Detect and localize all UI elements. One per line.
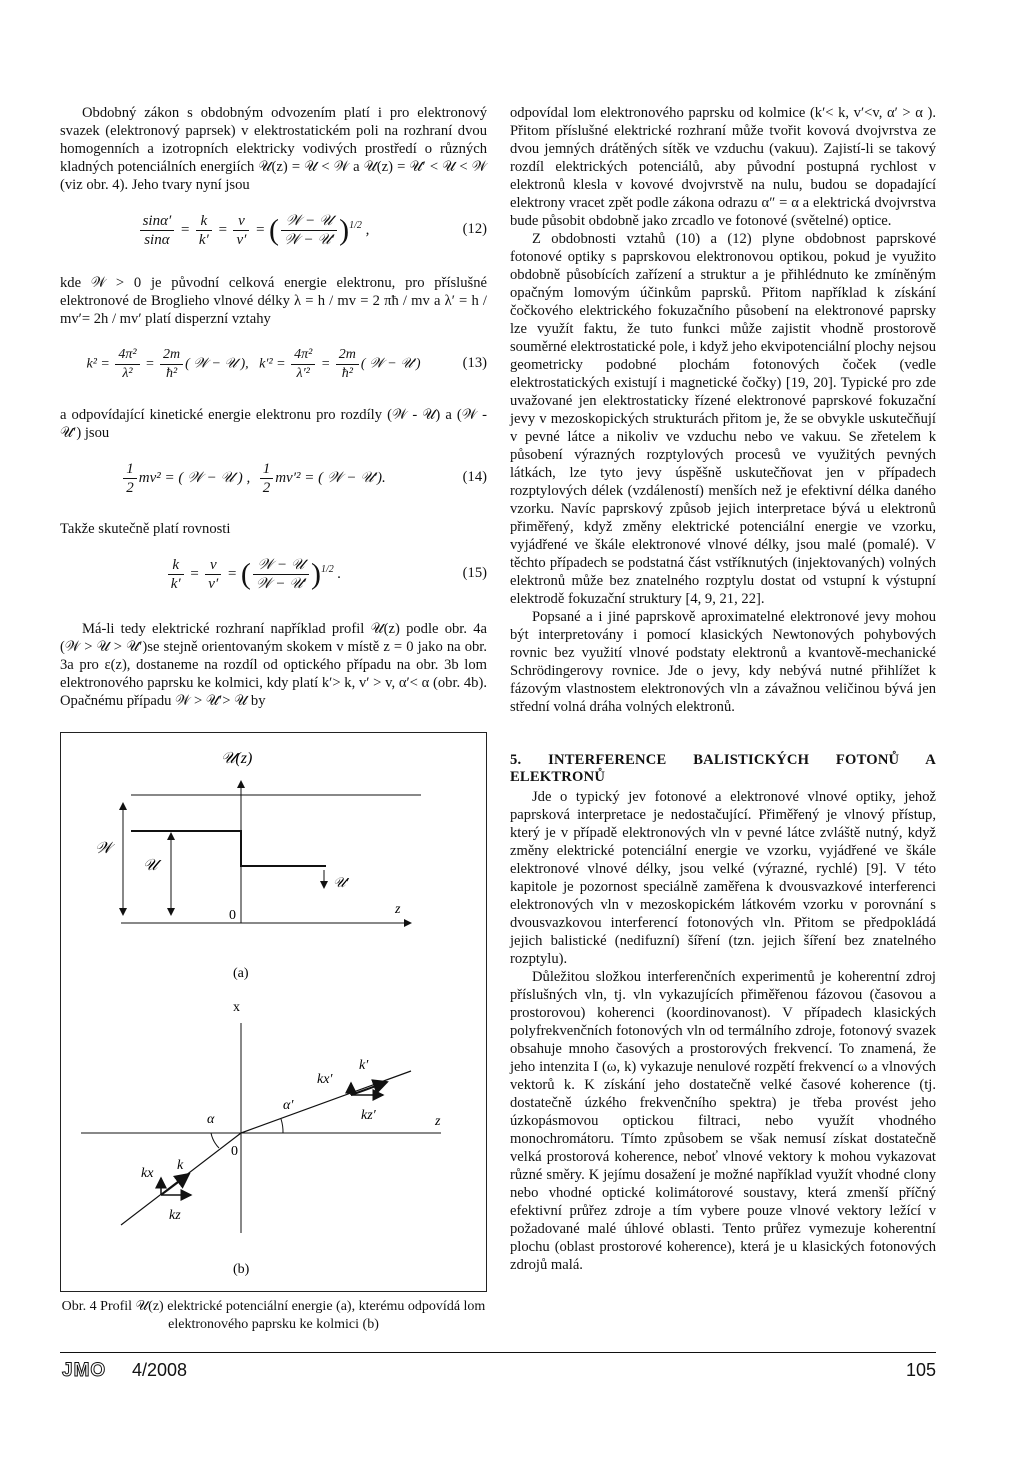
a-label-uprime: 𝒰′ — [333, 876, 349, 891]
paragraph: Důležitou složkou interferenčních experimentů je koherentní zdroj příslušných vln, tj. vln vykazujících přiměřenou fázovou (časovou a prostorovou) koherenci (koordinovanost). V případech klasických polyfrekvenčních fotonových vln od termálního zdroje, fotonový svazek obsahuje mnoho časových a prostorových frekvencí. To znamená, že jeho intenzita I (ω, k) vykazuje nenulové rozpětí frekvencí ω a vlnových vektorů k. K získání jeho dostatečně velké časové koherence (tj. dostatečně úzkého frekvenčního spektra) je třeba provést jeho úzkopásmovou optickou filtraci, nebo využít vhodného monochromátoru. Tímto způsobem se však nemusí získat dostatečně velká prostorová koherence, neboť vlnové vektory k mohou vykazovat různé směry. K jejímu dosažení je možné například využít vhodné clony nebo vhodné optické kolimátorové soustavy, která zmenší příčný efektivní průřez zdroje a tím vybere pouze vlnové vektory ležící v požadované malé úhlové oblasti. Tento průřez vymezuje koherentní plochu (oblast prostorové koherence), která je u klasických fotonových zdrojů malá. — [510, 969, 936, 1273]
paragraph: Z obdobnosti vztahů (10) a (12) plyne obdobnost paprskové fotonové optiky s paprskovou elektronovou optikou, pokud je využito obdobně působících zařízení a struktur a je přihlédnuto ke zmíněným opačným lomovým účinkům paprsků. Přitom například k získání čočkového elektrického fokuzačního působení na elektronové paprsky lze využít faktu, že tuto funkci může zajistit vhodně prostorově souměrné elektrostatické pole, i když jeho ekvipotenciální plochy nejsou geometricky podobné plochám fotonových čoček (vedle elektrostatických existují i magnetické čočky) [19, 20]. Typické pro zde uvažované jen elektrostaticky řízené elektronové paprskové fokuzační jevy v mezoskopických strukturách přitom je, že se obvykle uskutečňují v pevné látce a nikoliv ve vzduchu nebo ve vakuu. Se zřetelem k působení výrazných rozptylových procesů ve využitých pevných látkách, lze tyto jevy úspěšně uskutečňovat jen v případech rozptylových délek (vzdáleností) menších než je efektivní délka daného vzorku. Navíc paprskový způsob jejich interpretace bývá u elektronů přiměřený, když změny elektrické potenciální energie ve vzorku, vyjádřené ve škále elektronové vlnové délky, jsou malé (pomalé). V těchto případech se podstatná část vstříknutých (injektovaných) volných elektronů může bez znatelného rozptylu dostat od vstupní k výstupní elektrodě fokuzační struktury [4, 9, 21, 22]. — [510, 231, 936, 607]
right-column — [510, 104, 936, 1274]
b-k: k — [177, 1158, 184, 1173]
b-kx: kx — [141, 1166, 154, 1181]
b-alphaprime: α′ — [283, 1098, 294, 1113]
figure-caption: Obr. 4 Profil 𝒰(z) elektrické potenciální energie (a), kterému odpovídá lom elektronového paprsku ke kolmici (b) — [61, 1299, 486, 1332]
equation-15: $\frac{k}{k'}$ = $\frac{v}{v'}$ = ( $\frac{\text{𝒲 − 𝒰}}{\text{𝒲 − 𝒰′}}$ )$^{1/2}$ . (15) — [60, 548, 487, 610]
b-x: x — [233, 1000, 240, 1015]
footer-rule — [60, 1352, 936, 1353]
b-kxprime: kx′ — [317, 1072, 333, 1087]
a-label-w: 𝒲 — [95, 840, 112, 857]
b-kprime: k′ — [359, 1058, 369, 1073]
b-kzprime: kz′ — [361, 1108, 376, 1123]
paragraph: Jde o typický jev fotonové a elektronové vlnové optiky, jehož paprsková interpretace je nedostačující. Přiměřený je vlnový přístup, který je v případě elektronových vln v pevné látce zvláště nutný, když změny elektrické potenciální energie ve vzorku, vyjádřené ve škále elektronové vlnové délky, jsou velké (výrazné, rychlé) [9]. V této kapitole je pozornost speciálně zaměřena k dvousvazkové interferenci elektronových vln v mezoskopickém látkovém vzorku v porovnání s dvousvazkovou interferencí fotonových vln. Přitom se předpokládá jejich balistické (nedifuzní) šíření (tzn. jejich šíření bez znatelného rozptylu). — [510, 789, 936, 967]
equation-12: $\frac{\sin\alpha'}{\sin\alpha}$ = $\frac{k}{k'}$ = $\frac{v}{v'}$ = ( $\frac{\text{𝒲 − 𝒰}}{\text{𝒲 − 𝒰′}}$ )$^{1/2}$ , (12) — [60, 204, 487, 264]
a-z: z — [395, 902, 401, 917]
paragraph: Obdobný zákon s obdobným odvozením platí i pro elektronový svazek (elektronový paprsek) v elektrostatickém poli na rozhraní dvou homogenních a izotropních elektricky vodivých prostředí o různých kladných potenciálních energiích 𝒰(z) = 𝒰 < 𝒲 a 𝒰(z) = 𝒰′ < 𝒰 < 𝒲 (viz obr. 4). Jeho tvary nyní jsou — [60, 105, 487, 193]
equation-number: (12) — [462, 221, 487, 237]
paragraph: Takže skutečně platí rovnosti — [60, 521, 231, 537]
figure-diagram — [61, 733, 486, 1291]
equation-number: (13) — [462, 355, 487, 371]
paragraph: Popsané a i jiné paprskově aproximatelné elektronové jevy mohou být interpretovány i pomocí klasických Newtonových pohybových rovnic bez využití vlnové podstaty elektronů a kvantově-mechanické Schrödingerovy rovnice. Jde o jevy, kdy nebývá nutné přihlížet k fázovým vlastnostem elektronových vln a závažnou veličinou bývá jen střední volná dráha volných elektronů. — [510, 609, 936, 715]
page-number: 105 — [905, 1360, 936, 1380]
a-title: 𝒰(z) — [221, 750, 253, 767]
b-kz: kz — [169, 1208, 181, 1223]
equation-number: (14) — [462, 469, 487, 485]
potential-profile — [131, 831, 326, 866]
b-zero: 0 — [231, 1144, 238, 1159]
journal-logo: JMO — [62, 1360, 107, 1381]
section-heading: 5. INTERFERENCE BALISTICKÝCH FOTONŮ A ELEKTRONŮ — [510, 752, 936, 785]
paragraph: a odpovídající kinetické energie elektronu pro rozdíly (𝒲 - 𝒰) a (𝒲 - 𝒰′) jsou — [60, 407, 487, 441]
left-column — [60, 104, 487, 710]
equation-14: $\frac{1}{2}$ mv² = ( 𝒲 − 𝒰 ) , $\frac{1}{2}$ mv′² = ( 𝒲 − 𝒰′). (14) — [60, 452, 487, 510]
a-zero: 0 — [229, 908, 236, 923]
paragraph: odpovídal lom elektronového paprsku od kolmice (k′< k, v′<v, α′ > α ). Přitom příslušné elektrické rozhraní může tvořit kovová dvojvrstva ze dvou jemných drátěných sítěk ve vzduchu (vakuu). Zajistí-li se takový rozdíl elektrických potenciálů, aby původní postupná rychlost v elektronů klesla v kovové dvojvrstvě na nulu, budou se dopadající elektrony vracet zpět podle zákona odrazu α″ = α a elektrická dvojvrstva bude působit obdobně jako zrcadlo ve fotonové (světelné) optice. — [510, 105, 936, 229]
b-alpha: α — [207, 1112, 215, 1127]
a-caption: (a) — [233, 966, 249, 981]
a-label-u: 𝒰 — [143, 857, 158, 874]
b-z: z — [435, 1114, 441, 1129]
equation-number: (15) — [462, 565, 487, 581]
paragraph: Má-li tedy elektrické rozhraní například profil 𝒰(z) podle obr. 4a (𝒲 > 𝒰 > 𝒰′)se stejně orientovaným skokem v místě z = 0 jako na obr. 3a pro ε(z), dostaneme na rozdíl od optického případu na obr. 3b lom elektronového paprsku ke kolmici, kdy platí k′> k, v′ > v, α′< α (obr. 4b). Opačnému případu 𝒲 > 𝒰′> 𝒰 by — [60, 621, 487, 709]
b-caption: (b) — [233, 1262, 250, 1277]
equation-13: k² = $\frac{\text{4π²}}{\text{λ²}}$ = $\frac{2m}{\text{ħ²}}$ ( 𝒲 − 𝒰 ), k′² = $\frac{\text{4π²}}{\text{λ′²}}$ = $\frac{2m}{\text{ħ²}}$ ( 𝒲 − 𝒰′) (13) — [86, 347, 487, 381]
issue-number: 4/2008 — [132, 1360, 188, 1380]
paragraph: kde 𝒲 > 0 je původní celková energie elektronu, pro příslušné elektronové de Broglieho vlnové délky λ = h / mv = 2 πħ / mv a λ′ = h / mv′= 2h / mv′ platí disperzní vztahy — [60, 275, 487, 327]
figure-4 — [60, 732, 487, 1292]
